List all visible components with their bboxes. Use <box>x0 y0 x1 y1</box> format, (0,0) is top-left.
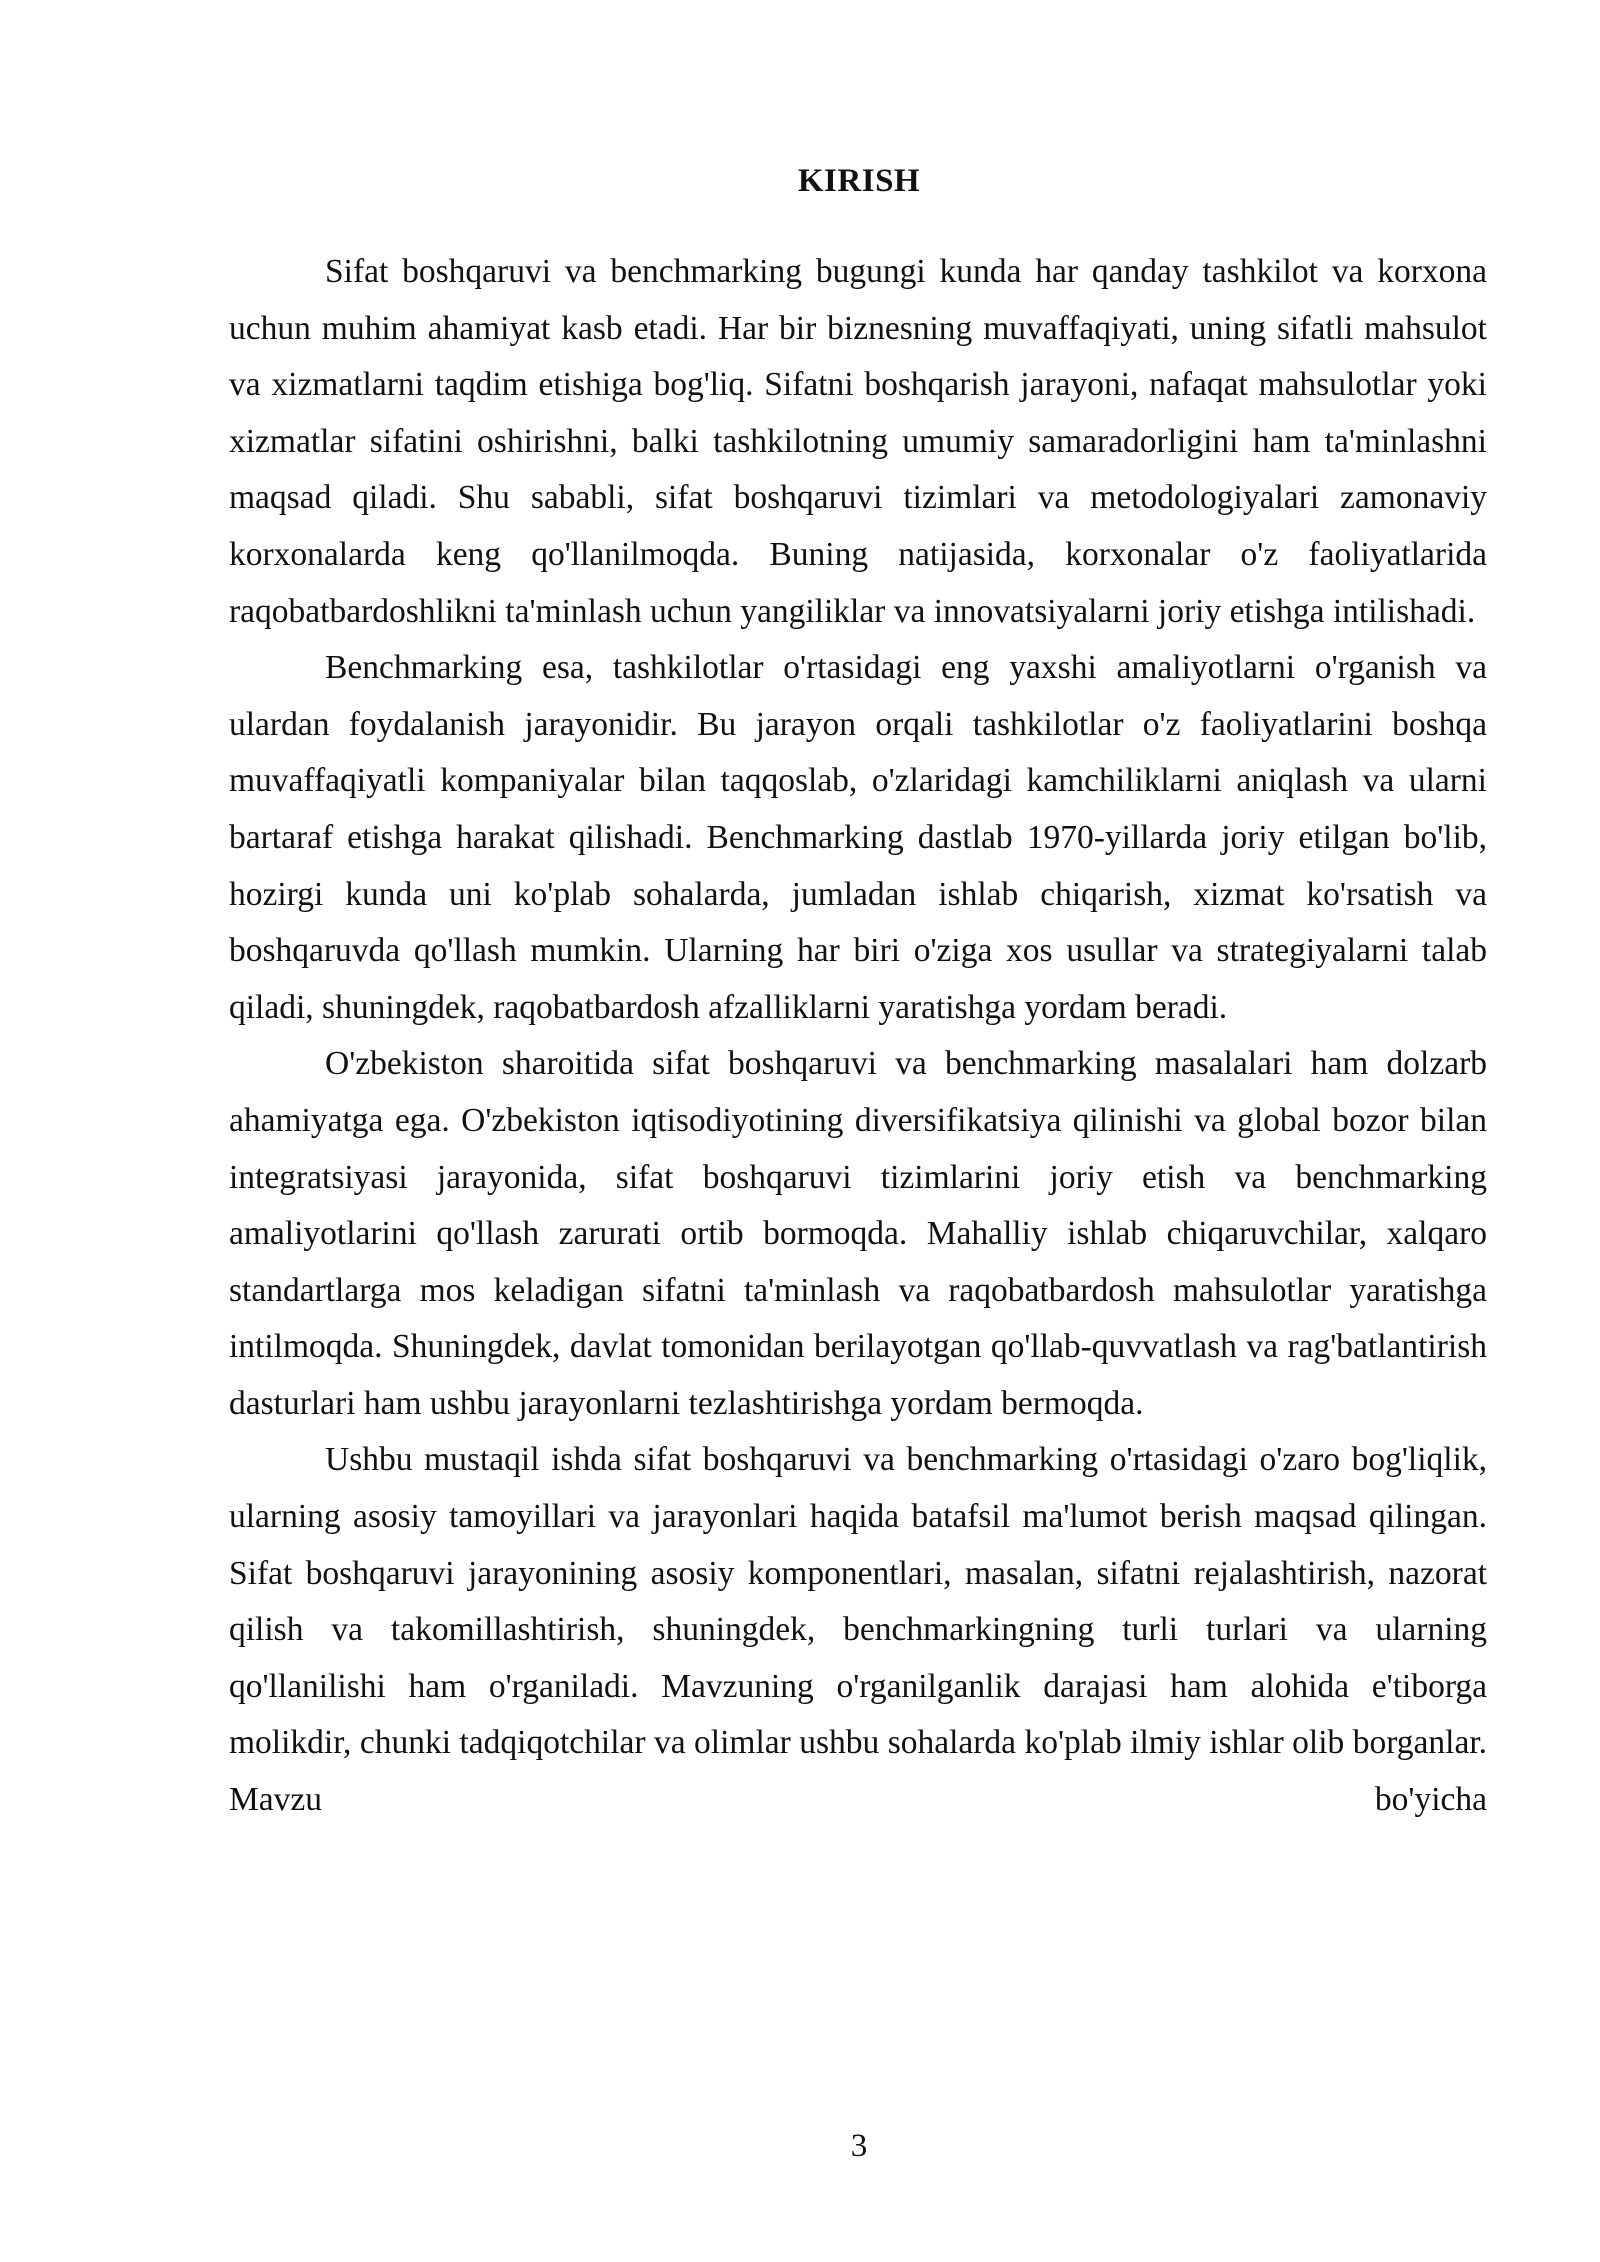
paragraph-1: Sifat boshqaruvi va benchmarking bugungi kunda har qanday tashkilot va korxona uchun muhim ahamiyat kasb etadi. Har bir biznesning muvaffaqiyati, uning sifatli mahsulot va xizmatlarni taqdim etishiga bog'liq. Sifatni boshqarish jarayoni, nafaqat mahsulotlar yoki xizmatlar sifatini oshirishni, balki tashkilotning umumiy samaradorligini ham ta'minlashni maqsad qiladi. Shu sababli, sifat boshqaruvi tizimlari va metodologiyalari zamonaviy korxonalarda keng qo'llanilmoqda. Buning natijasida, korxonalar o'z faoliyatlarida raqobatbardoshlikni ta'minlash uchun yangiliklar va innovatsiyalarni joriy etishga intilishadi. <box>229 253 1487 630</box>
paragraph-4: Ushbu mustaqil ishda sifat boshqaruvi va benchmarking o'rtasidagi o'zaro bog'liqlik, ularning asosiy tamoyillari va jarayonlari haqida batafsil ma'lumot berish maqsad qilingan. Sifat boshqaruvi jarayonining asosiy komponentlari, masalan, sifatni rejalashtirish, nazorat qilish va takomillashtirish, shuningdek, benchmarkingning turli turlari va ularning qo'llanilishi ham o'rganiladi. Mavzuning o'rganilganlik darajasi ham alohida e'tiborga molikdir, chunki tadqiqotchilar va olimlar ushbu sohalarda ko'plab ilmiy ishlar olib borganlar. Mavzu bo'yicha <box>229 1441 1487 1819</box>
paragraph-2: Benchmarking esa, tashkilotlar o'rtasidagi eng yaxshi amaliyotlarni o'rganish va ulardan foydalanish jarayonidir. Bu jarayon orqali tashkilotlar o'z faoliyatlarini boshqa muvaffaqiyatli kompaniyalar bilan taqqoslab, o'zlaridagi kamchiliklarni aniqlash va ularni bartaraf etishga harakat qilishadi. Benchmarking dastlab 1970-yillarda joriy etilgan bo'lib, hozirgi kunda uni ko'plab sohalarda, jumladan ishlab chiqarish, xizmat ko'rsatish va boshqaruvda qo'llash mumkin. Ularning har biri o'ziga xos usullar va strategiyalarni talab qiladi, shuningdek, raqobatbardosh afzalliklarni yaratishga yordam beradi. <box>229 649 1487 1026</box>
body-text <box>229 244 1487 1829</box>
page-number: 3 <box>850 2128 868 2164</box>
paragraph-3: O'zbekiston sharoitida sifat boshqaruvi va benchmarking masalalari ham dolzarb ahamiyatga ega. O'zbekiston iqtisodiyotining diversifikatsiya qilinishi va global bozor bilan integratsiyasi jarayonida, sifat boshqaruvi tizimlarini joriy etish va benchmarking amaliyotlarini qo'llash zarurati ortib bormoqda. Mahalliy ishlab chiqaruvchilar, xalqaro standartlarga mos keladigan sifatni ta'minlash va raqobatbardosh mahsulotlar yaratishga intilmoqda. Shuningdek, davlat tomonidan berilayotgan qo'llab-quvvatlash va rag'batlantirish dasturlari ham ushbu jarayonlarni tezlashtirishga yordam bermoqda. <box>229 1045 1487 1422</box>
page-title: KIRISH <box>797 163 921 199</box>
